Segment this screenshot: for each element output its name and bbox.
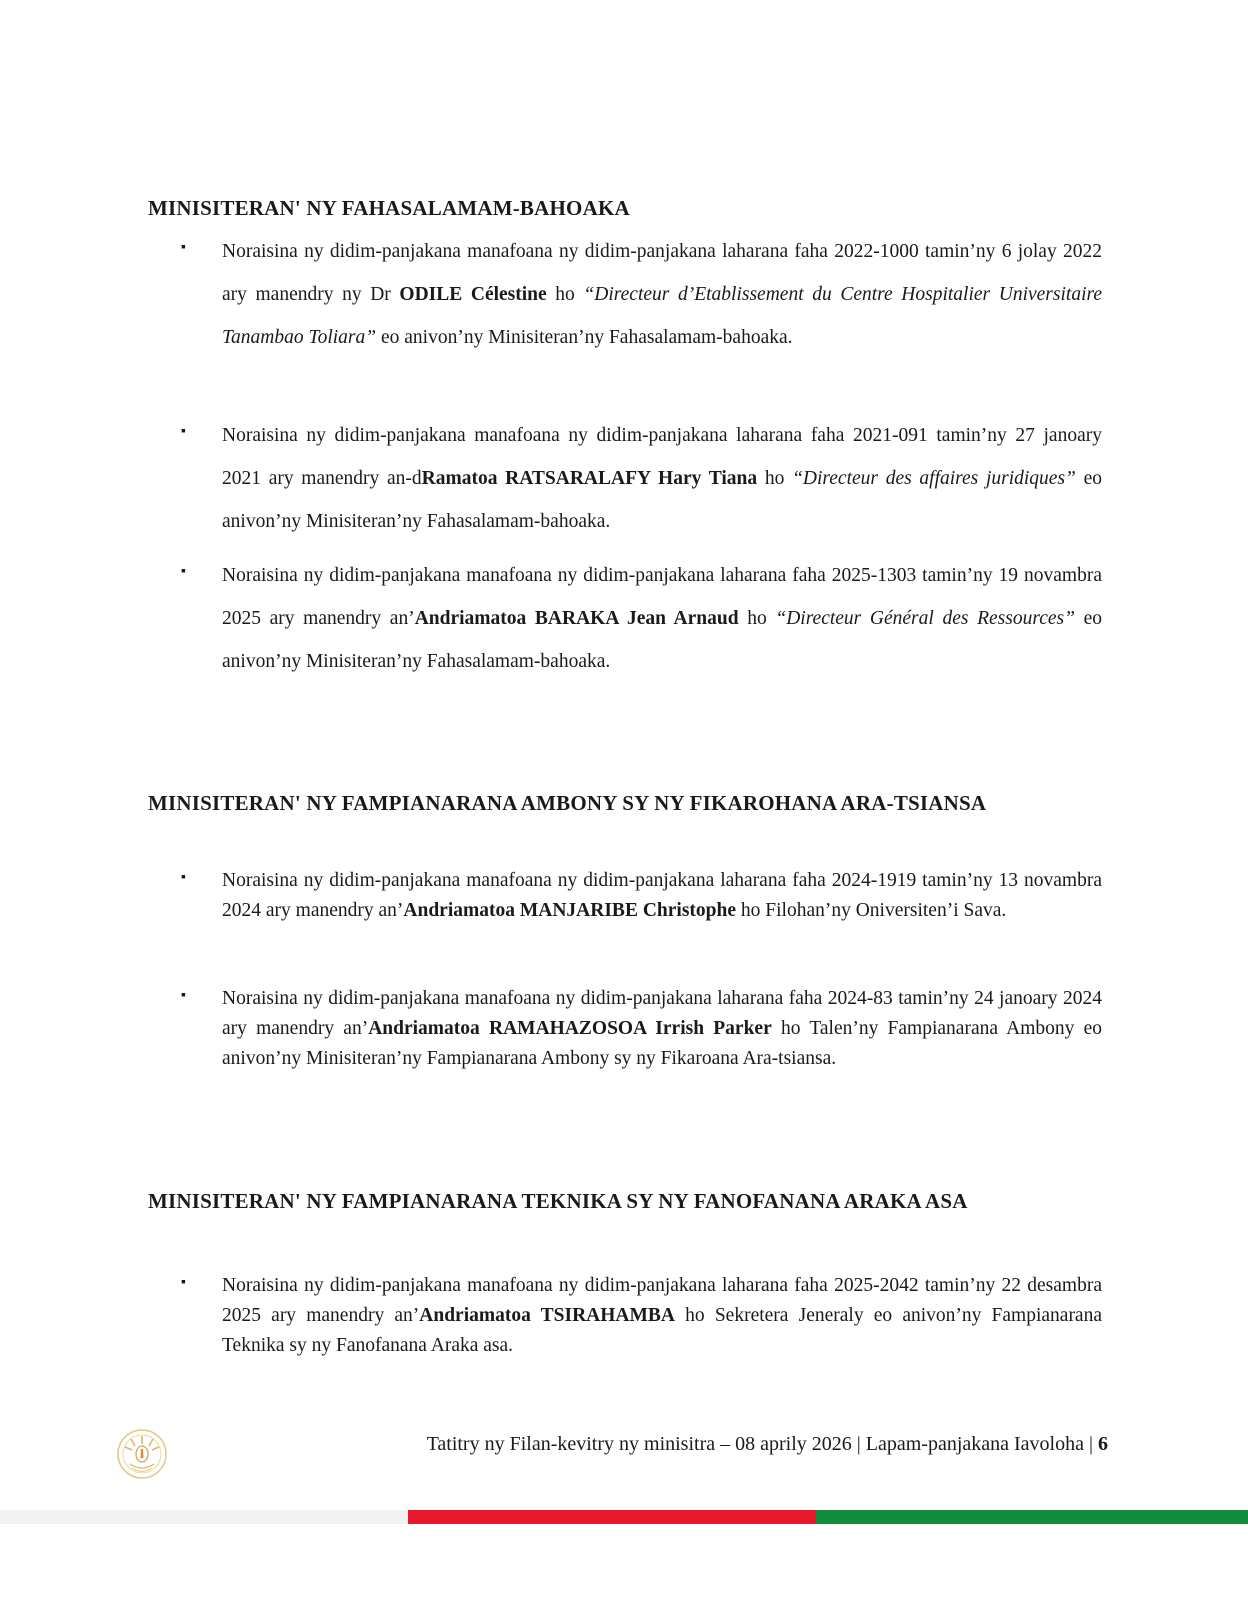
list-item [148,984,1103,1074]
item-text: Noraisina ny didim-panjakana manafoana ny didim-panjakana laharana faha 2024-1919 tamin’ny 13 novambra 2024 ary manendry an’Andriamatoa MANJARIBE Christophe ho Filohan’ny Oniversiten’i Sava. [222,870,1102,921]
appointee-name: ODILE Célestine [399,284,547,305]
footer-stripe-red [408,1510,816,1524]
republic-seal-icon [116,1428,168,1480]
appointee-name: Andriamatoa TSIRAHAMBA [419,1305,676,1326]
list-item [148,866,1100,926]
appointee-name: Andriamatoa RAMAHAZOSOA Irrish Parker [368,1018,772,1039]
appointee-name: Andriamatoa MANJARIBE Christophe [403,900,737,921]
bullet-icon: ▪ [181,988,186,1003]
bullet-icon: ▪ [181,424,186,439]
page-number: 6 [1098,1433,1108,1455]
bullet-icon: ▪ [181,870,186,885]
section-title-health: MINISITERAN' NY FAHASALAMAM-BAHOAKA [148,196,630,220]
item-text: Noraisina ny didim-panjakana manafoana ny didim-panjakana laharana faha 2021-091 tamin’ny 27 janoary 2021 ary manendry an-dRamatoa RATSARALAFY Hary Tiana ho “Directeur des affaires juridiques” eo anivon’ny Minisiteran’ny Fahasalamam-bahoaka. [222,425,1103,532]
role-title: “Directeur Général des Ressources” [775,608,1075,629]
section-title-higher-education: MINISITERAN' NY FAMPIANARANA AMBONY SY NY FIKAROHANA ARA-TSIANSA [148,791,987,815]
bullet-icon: ▪ [181,564,186,579]
list-item [148,1271,1100,1361]
item-text: Noraisina ny didim-panjakana manafoana ny didim-panjakana laharana faha 2025-1303 tamin’ny 19 novambra 2025 ary manendry an’Andriamatoa BARAKA Jean Arnaud ho “Directeur Général des Ressources” eo anivon’ny Minisiteran’ny Fahasalamam-bahoaka. [222,565,1102,672]
item-text: Noraisina ny didim-panjakana manafoana ny didim-panjakana laharana faha 2025-2042 tamin’ny 22 desambra 2025 ary manendry an’Andriamatoa TSIRAHAMBA ho Sekretera Jeneraly eo anivon’ny Fampianarana Teknika sy ny Fanofanana Araka asa. [222,1275,1102,1356]
appointee-name: Ramatoa RATSARALAFY Hary Tiana [421,468,758,489]
footer-stripe-gray [0,1510,408,1524]
item-text: Noraisina ny didim-panjakana manafoana ny didim-panjakana laharana faha 2022-1000 tamin’ny 6 jolay 2022 ary manendry ny Dr ODILE Célestine ho “Directeur d’Etablissement du Centre Hospitalier Universitaire Tanambao Toliara” eo anivon’ny Minisiteran’ny Fahasalamam-bahoaka. [222,241,1103,348]
list-item [148,414,1103,543]
role-title: “Directeur des affaires juridiques” [792,468,1076,489]
bullet-icon: ▪ [181,1275,186,1290]
appointee-name: Andriamatoa BARAKA Jean Arnaud [414,608,739,629]
list-item [148,554,1100,683]
list-item [148,230,1103,359]
footer-stripe-green [816,1510,1248,1524]
section-title-technical-education: MINISITERAN' NY FAMPIANARANA TEKNIKA SY NY FANOFANANA ARAKA ASA [148,1189,968,1213]
role-title: “Directeur d’Etablissement du Centre Hospitalier Universitaire Tanambao Toliara” [222,284,1103,348]
footer-text: Tatitry ny Filan-kevitry ny minisitra – 08 aprily 2026 | Lapam-panjakana Iavoloha | 6 [426,1433,1108,1455]
item-text: Noraisina ny didim-panjakana manafoana ny didim-panjakana laharana faha 2024-83 tamin’ny 24 janoary 2024 ary manendry an’Andriamatoa RAMAHAZOSOA Irrish Parker ho Talen’ny Fampianarana Ambony eo anivon’ny Minisiteran’ny Fampianarana Ambony sy ny Fikaroana Ara-tsiansa. [222,988,1103,1069]
bullet-icon: ▪ [181,240,186,255]
